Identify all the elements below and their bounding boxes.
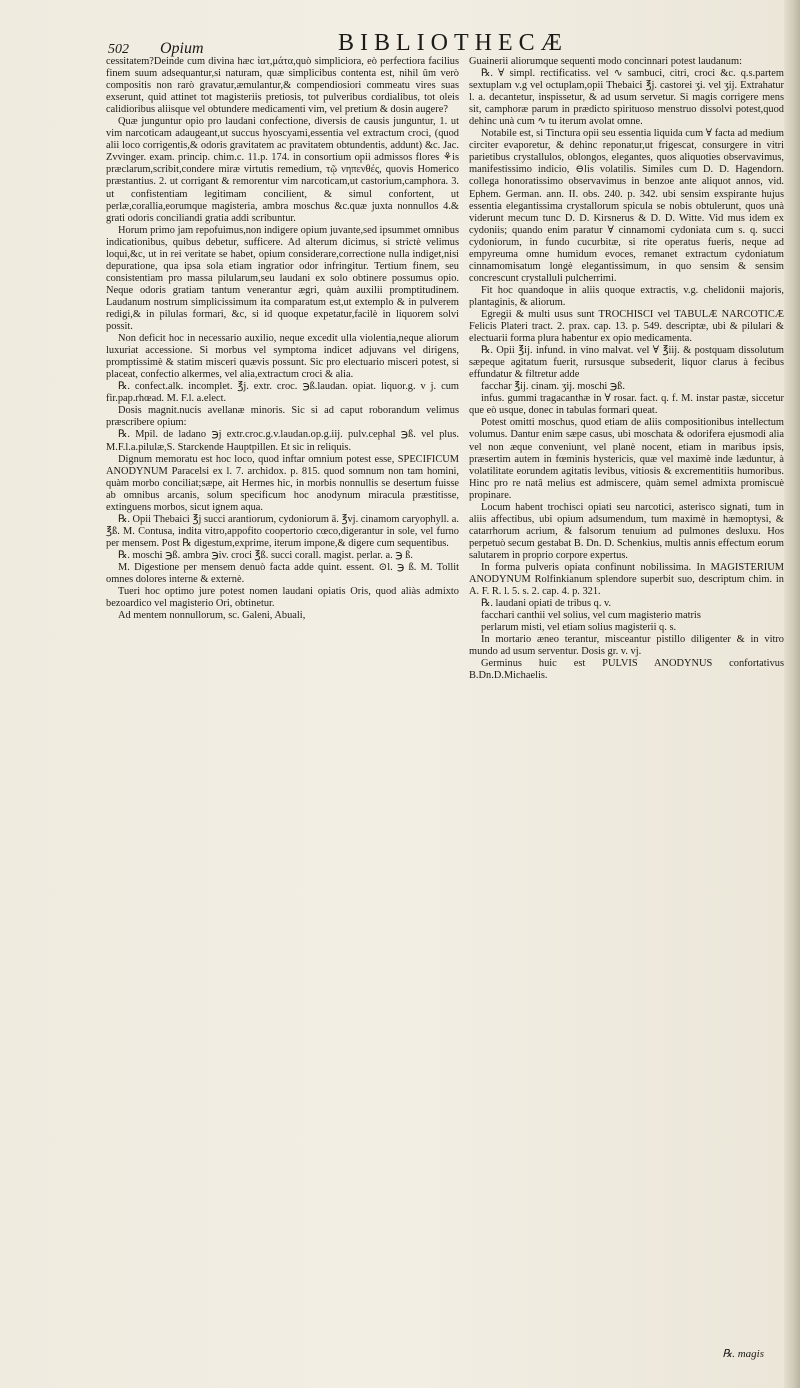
recipe: ℞. Opii Thebaici ℥j succi arantiorum, cydoniorum ā. ℥vj. cinamom caryophyll. a. ℥ß. M. Contusa, indita vitro,appofito coopertorio cœco,digerantur in sole, vel furno per mensem. Post ℞ digestum,exprime, iterum impone,& digere cum sequentibus. [106, 513, 459, 549]
left-column [106, 56, 459, 1356]
paragraph: Egregii & multi usus sunt TROCHISCI vel TABULÆ NARCOTICÆ Felicis Plateri tract. 2. prax. cap. 13. p. 549. descriptæ, ubi & pilulari & electuarii forma plura habentur ex opio medicamenta. [469, 308, 784, 345]
recipe-line: facchari canthii vel solius, vel cum magisterio matris [481, 610, 701, 622]
paragraph: Guainerii aliorumque sequenti modo concinnari potest laudanum: [469, 56, 742, 67]
paragraph: In mortario æneo terantur, misceantur pistillo diligenter & in vitro mundo ad usum serventur. Dosis gr. v. vj. [469, 634, 784, 658]
paragraph: Dignum memoratu est hoc loco, quod inftar omnium potest esse, SPECIFICUM ANODYNUM Paracelsi ex l. 7. archidox. p. 815. quod somnum non tam homini, quàm morbo conciliat;sæpe, ait Hermes hic, in morbis nonnullis se desertum fuisse ab omnibus arcanis, solum specificum hoc anodynum miracula præstitisse, extinguens morbos, sicut ignem aqua. [106, 453, 459, 513]
running-head: Opium [160, 40, 204, 57]
catchword: ℞. magis [722, 1348, 764, 1360]
paragraph: Quæ junguntur opio pro laudani confectione, diversis de causis junguntur, 1. ut vim narcoticam adaugeant,ut succus hyoscyami,essentia vel extractum croci, (quod alii loco corrigentis,& odoris gravitatem ac pravitatem obtundentis, addunt) &c. Jac. Zvvinger. exam. princip. chim.c. 11.p. 174. in consortium opii admissos flores ⚘is præclarum,scribit,condere miræ virtutis remedium, τῷ νηπενθές, quovis Homerico præstantius. 2. ut corrigant & remorentur vim narcoticam,ut castorium,camphora. 3. ut confistentiam legitimam concilient, & simul confortent, ut perlæ,corallia,eorumque magisteria, ambra moschus &c.quæ juxta nonnullos 4.& grati odoris conciliandi gratia addi scribuntur. [106, 116, 459, 224]
recipe: ℞. Opii ℥ij. infund. in vino malvat. vel ∀ ℥iij. & postquam dissolutum sæpeque agitatum fuerit, rursusque subsederit, liquor clarus à fecibus effundatur & filtretur adde [469, 345, 784, 381]
right-column [469, 56, 784, 1356]
recipe-line: facchar ℥ij. cinam. ʒij. moschi ℈ß. [481, 381, 625, 393]
recipe-line: perlarum misti, vel etiam solius magisterii q. s. [481, 622, 677, 634]
paragraph: Fit hoc quandoque in aliis quoque extractis, v.g. chelidonii majoris, plantaginis, & aliorum. [469, 284, 784, 308]
page-number: 502 [108, 42, 129, 57]
recipe: ℞. confect.alk. incomplet. ℥j. extr. croc. ℈ß.laudan. opiat. liquor.g. v j. cum fir.pap.rhœad. M. F.l. a.elect. [106, 381, 459, 405]
paragraph: Horum primo jam repofuimus,non indigere opium juvante,sed ipsummet omnibus indicationibus, quibus debetur, sufficere. Ad alterum dicimus, si strictè velimus loqui,&c, ut in rei veritate se habet, opium considerare,correctione nulla indiget,nisi depuratione, qua ipsa sola etiam ingratior odor infringitur. Tertium finem, seu consistentiam pro massa pilularum,seu laudani ex solo obtinere possumus opio. Neque odoris gratiam tantum venerantur ægri, quàm auxilii promptitudinem. Laudanum nostrum simplicissimum ita comparatum est,ut extemplo & in pulverem redigi,& in pilulas formari, &c, si id quoque expetatur,facilè in liquorem solvi possit. [106, 224, 459, 333]
paragraph: Germinus huic est PULVIS ANODYNUS confortativus B.Dn.D.Michaelis. [469, 658, 784, 682]
header-banner: BIBLIOTHECÆ [338, 30, 568, 56]
paragraph: Non deficit hoc in necessario auxilio, neque excedit ulla violentia,neque aliorum luxuriat accessione. Si morbus vel symptoma indicet adjuvans vel dirigens, promptissimè & statim misceri quævis possunt. Sic pro electuario misceri potest, si placeat, confectio alkermes, vel alia,extractum croci & alia. [106, 333, 459, 381]
paragraph: M. Digestione per mensem denuò facta adde quint. essent. ⊙l. ℈ ß. M. Tollit omnes dolores interne & externè. [106, 561, 459, 586]
paragraph: cessitatem?Deinde cum divina hæc ἰατ,μάτα,quò simpliciora, eò perfectiora facilius finem suum adsequantur,si naturam, quæ simplicibus contenta est, nihil ûm verò compositis non rarò gravatur,æmulantur,& compendiosiori commeatu vires suas exserunt, quid attinet tot magisteriis pretiosis, tot pulveribus cordialibus, tot oleis calidioribus aliisque vel obtundere medicamenti vim, vel pretium & dosin augere? [106, 56, 459, 116]
paragraph: Dosis magnit.nucis avellanæ minoris. Sic si ad caput roborandum velimus præscribere opium: [106, 405, 459, 429]
paragraph: Locum habent trochisci opiati seu narcotici, asterisco signati, tum in aliis affectibus, ubi opium adsumendum, tum maximè in hæmoptysi, & catarrhorum acrium, & falsorum tenuium ad pulmones desluxu. Hos perpetuò secum gestabat B. Dn. D. Schenkius, multis annis effectum eorum salutarem in proprio corpore expertus. [469, 501, 784, 561]
recipe: ℞. moschi ℈ß. ambra ℈iv. croci ℥ß. succi corall. magist. perlar. a. ℈ ß. [118, 549, 413, 561]
paragraph: In forma pulveris opiata confinunt nobilissima. In MAGISTERIUM ANODYNUM Rolfinkianum splendore superbit suo, descriptum chim. in A. F. R. l. 5. s. 2. cap. 4. p. 321. [469, 561, 784, 598]
paragraph: Notabile est, si Tinctura opii seu essentia liquida cum ∀ facta ad medium circiter evaporetur, & dehinc reponatur,ut frigescat, consurgere in vitri parietibus crystallulos, oblongos, elegantes, quos aliquoties observavimus, manifestissimo indicio, ⊖lis volatilis. Similes cum D. D. Hagendorn. collega honoratissimo observavimus in benzoe ante aliquot annos, vid. Ephem. German. ann. II. obs. 240. p. 342. ubi sensim exspirante hujus essentia elegantissima crystallorum spicula se nobis obtulerunt, quos unà viderunt mecum tunc D. D. Kirsnerus & D. D. Witte. Vid mus idem ex cydoniis; quando enim paratur ∀ cinnamomi cydoniata cum s. q. succi cydoniorum, in fundo cucurbitæ, si rite operatus fueris, neque ad empyreuma omne humidum evoces, remanet extractum cydoniatum cinnamomisatum longè elegantissimum, in quo sensim & sensim concrescunt crystalluli pulcherrimi. [469, 128, 784, 284]
recipe-line: infus. gummi tragacanthæ in ∀ rosar. fact. q. f. M. instar pastæ, siccetur que eò usque, donec in tabulas formari queat. [469, 393, 784, 417]
recipe: ℞. Mpil. de ladano ℈j extr.croc.g.v.laudan.op.g.iij. pulv.cephal ℈ß. vel plus. M.F.l.a.pilulæ,S. Starckende Hauptpillen. Et sic in reliquis. [106, 429, 459, 453]
paragraph: Ad mentem nonnullorum, sc. Galeni, Abuali, [118, 610, 306, 622]
paragraph: Potest omitti moschus, quod etiam de aliis compositionibus intellectum volumus. Dantur enim sæpe casus, ubi moschata & odorifera ejusmodi alia vel non æque conveniunt, vel planè nocent, etiam in maribus ipsis, præsertim autem in fœminis hystericis, quæ vel maximè inde læduntur, à volatilitate eorundem agitatis levibus, vitiosis & excrementitiis humoribus. Hinc pro re natâ melius est admiscere, quàm semel admixta promiscuè propinare. [469, 417, 784, 501]
paragraph: Tueri hoc optimo jure potest nomen laudani opiatis Oris, quod aliàs admixto bezoardico vel magisterio Ori, obtinetur. [106, 586, 459, 610]
page-edge [784, 0, 800, 1388]
recipe: ℞. laudani opiati de tribus q. v. [481, 598, 612, 610]
recipe: ℞. ∀ simpl. rectificatiss. vel ∿ sambuci, citri, croci &c. q.s.partem sextuplam v.g vel octuplam,opii Thebaici ℥j. castorei ʒi. vel ʒij. Extrahatur l. a. decantetur, inspissetur, & ad usum servetur. Si magis corrigere mens sit, camphoræ parum in prædicto spirituoso menstruo dissolvi potest,quod dehinc unà cum ∿ tu iterum avolat omne. [469, 68, 784, 128]
